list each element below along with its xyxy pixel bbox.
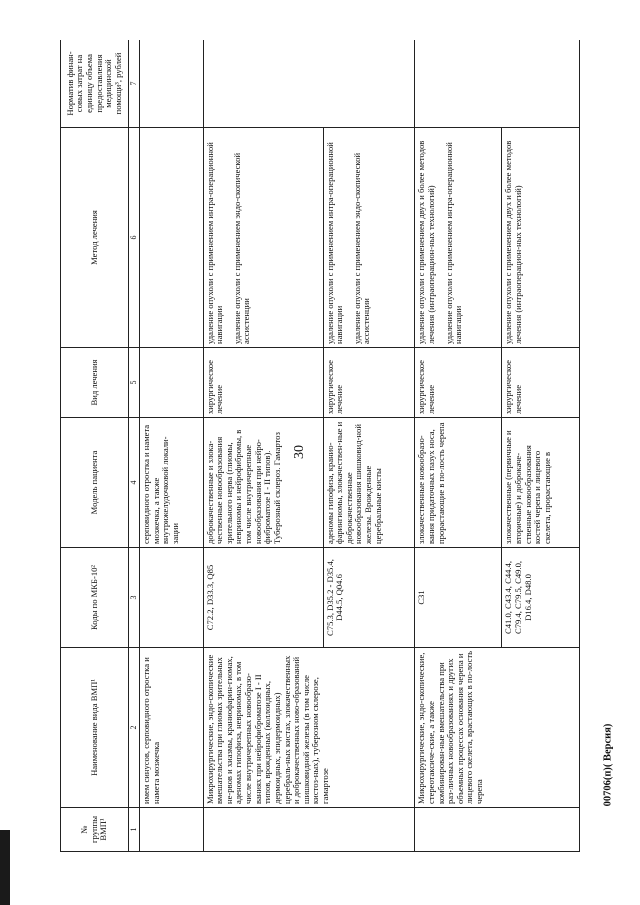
method-text: удаление опухоли с применением интра-операционной навигации [204,142,225,344]
icd-codes-cell: C41.0, C43.4, C44.4, C79.4, C79.5, C49.0, D16.4, D48.0 [502,548,580,648]
treatment-type-cell: хирургическое лечение [203,348,323,418]
icd-codes-cell: C72.2, D33.3, Q85 [203,548,323,648]
vmp-table [60,40,580,852]
table-row [140,40,204,852]
method-text: удаление опухоли с применением эндо-скопической ассистенции [231,152,252,344]
patient-model-cell: злокачественные (первичные и вторичные) и доброкаче-ственные новообразования костей черепа и лицевого скелета, прорастающие в [502,418,580,548]
header-row [61,40,129,852]
header-vmp-name: Наименование вида ВМП¹ [61,648,129,808]
rotated-table-frame [60,40,580,852]
patient-model-cell: доброкачественные и злока-чественные новообразования зрительного нерва (глиомы, невриномы и нейрофибромы, в том числе внутричерепные новообразования при нейро-фиброматозе I - II типов). Туберозный склероз. Гамартоз [203,418,323,548]
column-number: 4 [129,418,140,548]
column-number: 5 [129,348,140,418]
vmp-name-cell: Микрохирургические, эндо-скопические вмешательства при глиомах зрительных не-рвов и хиазмы, краниофарин-гиомах, аденомах гипофиза, невриномах, в том числе внутричерепных новообразо-ваниях при нейрофиброматозе I - II типов, врожденных (коллоидных, дермоидных, эпидермоидных) церебраль-ных кистах, злокачественных и доброкачественных ново-образований шишковидной железы (в том числе кистоз-ных), туберозном склерозе, гамартозе [203,648,415,808]
patient-model-cell: злокачественные новообразо-вания придаточных пазух носа, прорастающие в по-лость черепа [415,418,502,548]
table-row [203,40,323,852]
treatment-type-cell: хирургическое лечение [323,348,415,418]
header-treatment-method: Метод лечения [61,128,129,348]
scan-edge-mark [0,830,10,905]
table-row [415,40,502,852]
treatment-type-cell: хирургическое лечение [502,348,580,418]
icd-codes-cell: C75.3, D35.2 - D35.4, D44.5, Q04.6 [323,548,415,648]
header-cost-norm: Норматив финан-совых затрат на единицу объема предоставления медицинской помощи³, рублей [61,40,129,128]
header-group-number: № группы ВМП¹ [61,808,129,852]
page-number: 30 [292,445,307,459]
column-number: 3 [129,548,140,648]
column-number: 7 [129,40,140,128]
method-text: удаление опухоли с применением эндо-скопической ассистенции [351,152,372,344]
method-text: удаление опухоли с применением интра-операционной навигации [443,142,464,344]
method-text: удаление опухоли с применением интра-операционной навигации [324,142,345,344]
vmp-name-cell: Микрохирургические, эндо-скопические, стереотаксиче-ские, а также комбинирован-ные вмешательства при раз-личных новообразованиях и других объемных процессах основания черепа и лицевого скелета, врастающих в по-лость черепа [415,648,580,808]
method-text: удаление опухоли с применением двух и более методов лечения (интраоперацион-ных технологий) [416,140,436,344]
column-number: 6 [129,128,140,348]
column-number: 1 [129,808,140,852]
vmp-name-cell: имем синусов, серповидного отростка и намета мозжечка [140,648,204,808]
treatment-method-cell [415,128,502,348]
document-footer-code: 00706(п)( Версия) [602,723,614,807]
method-text: удаление опухоли с применением двух и более методов лечения (интраоперацион-ных технологий) [503,140,523,344]
treatment-method-cell [323,128,415,348]
header-icd-codes: Коды по МКБ-10² [61,548,129,648]
patient-model-cell: аденомы гипофиза, кранио-фарингиомы, злокачествен-ные и доброкачественные новообразования шишковид-ной железы. Врожденные церебральные кисты [323,418,415,548]
treatment-method-cell [502,128,580,348]
header-treatment-type: Вид лечения [61,348,129,418]
column-number-row [129,40,140,852]
treatment-method-cell [203,128,323,348]
column-number: 2 [129,648,140,808]
header-patient-model: Модель пациента [61,418,129,548]
patient-model-cell: серповидного отростка и намета мозжечка, а также внутрижелудочковой локали-зации [140,418,204,548]
icd-codes-cell: C31 [415,548,502,648]
treatment-type-cell: хирургическое лечение [415,348,502,418]
